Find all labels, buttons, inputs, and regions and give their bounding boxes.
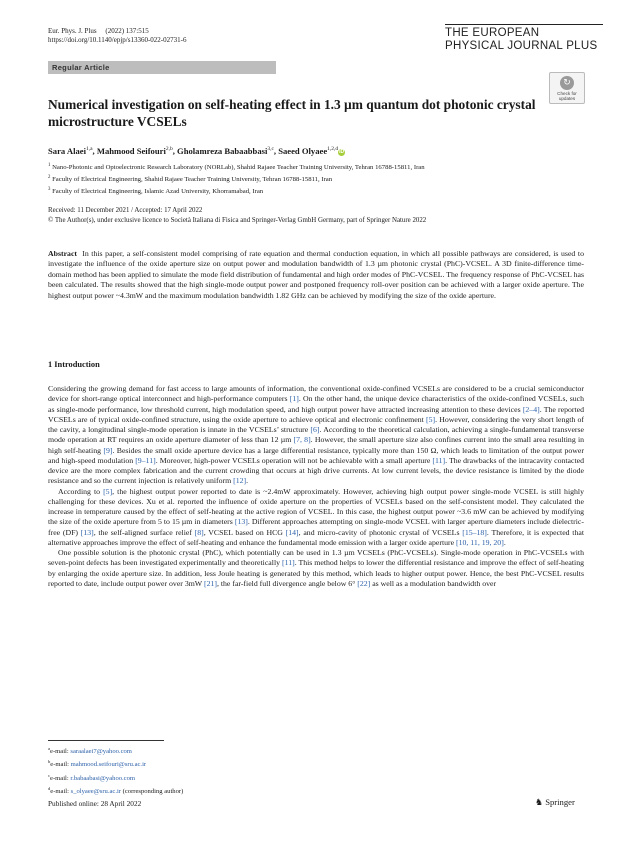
citation-link[interactable]: [7, 8] — [293, 435, 311, 445]
publisher-logo — [535, 797, 575, 808]
citation-link[interactable]: [10, 11, 19, 20] — [456, 537, 504, 547]
author-name: Saeed Olyaee — [278, 146, 328, 156]
citation-link[interactable]: [1] — [289, 394, 299, 404]
text-run: . — [246, 476, 249, 486]
author-sup: 1,a — [85, 146, 93, 153]
citation-link[interactable]: [8] — [194, 527, 204, 537]
author-name: Sara Alaei — [48, 146, 86, 156]
published-date: Published online: 28 April 2022 — [48, 799, 142, 808]
article-dates — [48, 206, 426, 225]
journal-name-line1: THE EUROPEAN — [445, 27, 540, 39]
author-list: Sara Alaei$^{1,a}$, Mahmood Seifouri$^{2,b}$, Gholamreza Babaabbasi$^{3,c}$, Saeed Olyaee$^{1,2,d}$iD — [48, 146, 345, 156]
doi-link[interactable]: https://doi.org/10.1140/epjp/s13360-022-02731-6 — [48, 36, 187, 44]
footnote-item: $^a$e-mail: saraalaei7@yahoo.com — [48, 746, 132, 756]
refresh-icon: ↻ — [560, 76, 574, 90]
text-run: , the far-field full divergence angle below 6° — [216, 578, 358, 588]
text-run: . This method helps to lower the differential resistance and improve the effect of self-heating by enlarging the oxide aperture size. In addition, less Joule heating is generated by this method, which leads to higher output power. Hence, the best PhC-VCSEL results reported to date, include output power over 3mW — [48, 558, 584, 588]
publisher-name: Springer — [545, 797, 575, 807]
journal-volume: (2022) 137:515 — [105, 27, 149, 35]
orcid-icon[interactable]: iD — [339, 149, 345, 155]
text-run: . However, the small aperture size also confines current into the small area resulting in high self-heating — [48, 435, 585, 455]
citation-link[interactable]: [11] — [281, 558, 295, 568]
text-run: , and micro-cavity of photonic crystal of VCSELs — [298, 527, 463, 537]
text-run: . Besides the small oxide aperture device has a large differential resistance, typically more than 150 Ω, which leads to limitation of the output power and high-speed modulation — [48, 445, 584, 465]
text-run: . However, considering the very short length of the cavity, a longitudinal single-mode operation is innate in the VCSELs’ structure — [48, 414, 585, 434]
body-paragraph — [48, 384, 584, 487]
citation-link[interactable]: [13] — [234, 517, 248, 527]
text-run: . Therefore, it is expected that alternative approaches improve the effect of self-heating and enhance the fundamental mode emission with a larger oxide aperture — [48, 527, 584, 547]
affiliations — [48, 161, 425, 198]
text-run: . According to the theoretical calculation, achieving a single-fundamental transverse mode operation at RT requires an oxide aperture diameter of less than 12 µm — [48, 425, 584, 445]
author-sup: 1,2,d — [327, 146, 339, 153]
springer-horse-icon: ♞ — [535, 798, 544, 808]
text-run: . The reported VCSELs are of typical oxide-confined structure, using the oxide aperture to achieve optical and electronic confinement — [48, 404, 584, 424]
email-link[interactable]: mahmood.seifouri@sru.ac.ir — [70, 761, 147, 769]
abstract-text: In this paper, a self-consistent model comprising of rate equation and thermal conduction equation, in which all possible pathways are considered, is used to investigate the influence of the oxide aperture size on output power and modulation bandwidth of 1.3 µm photonic crystal (PhC)-VCSEL. A 3D finite-difference time-domain method has been applied to simulate the mode field distribution of fundamental and high order modes of PhC-VCSEL. The frequency response of PhC-VCSEL has been calculated. The results showed that the high single-mode output power and postponed frequency roll-over position can be achieved with a larger oxide aperture. The highest output power ~4.3mW and the maximum modulation bandwidth 1.82 GHz can be achieved by modifying the size of the oxide aperture. — [48, 249, 584, 300]
abstract-label: Abstract — [48, 249, 78, 258]
body-text — [48, 384, 584, 589]
email-link[interactable]: r.babaabasi@yahoo.com — [70, 774, 136, 782]
body-paragraph — [48, 487, 584, 549]
citation-link[interactable]: [13] — [80, 527, 94, 537]
citation-link[interactable]: [5] — [425, 414, 436, 424]
affiliation-item: $^2$ Faculty of Electrical Engineering, Shahid Rajaee Teacher Training University, Tehran 16788-15811, Iran — [48, 175, 333, 184]
journal-name-line2: PHYSICAL JOURNAL PLUS — [445, 40, 598, 52]
citation-link[interactable]: [6] — [310, 425, 320, 434]
author-name: Gholamreza Babaabbasi — [177, 146, 268, 156]
body-paragraph — [48, 548, 584, 589]
check-updates-line1: Check for — [557, 91, 577, 96]
citation-link[interactable]: [21] — [203, 578, 217, 588]
footnote-item: $^b$e-mail: mahmood.seifouri@sru.ac.ir — [48, 759, 147, 769]
text-run: . — [503, 537, 506, 547]
text-run: . The drawbacks of the intracavity contacted device are the more complex fabrication and the current crowding that occurs at high drive currents. At low current levels, the device resistance is limited by the diode resistance and so the current injection is relatively uniform — [48, 455, 584, 486]
email-link[interactable]: s_olyaee@sru.ac.ir — [70, 788, 122, 796]
journal-ref: Eur. Phys. J. Plus — [48, 27, 97, 35]
text-run: . On the other hand, the unique device characteristics of the oxide-confined VCSELs, such as single-mode performance, low threshold current, high modulation speed, and high output power have attracted increasing attention to these devices — [48, 394, 584, 414]
footnote-item: $^c$e-mail: r.babaabasi@yahoo.com — [48, 772, 136, 782]
footnote-item: $^d$e-mail: s_olyaee@sru.ac.ir (corresponding author) — [48, 786, 184, 796]
affiliation-item: $^1$ Nano-Photonic and Optoelectronic Research Laboratory (NORLab), Shahid Rajaee Teacher Training University, Tehran 16788-15811, Iran — [48, 163, 425, 172]
abstract — [48, 249, 584, 301]
text-run: , the self-aligned surface relief — [93, 527, 195, 537]
text-run: . Moreover, high-power VCSELs operation will not be achievable with a small aperture — [155, 455, 433, 465]
email-link[interactable]: saraalaei7@yahoo.com — [70, 748, 132, 756]
paper-title: Numerical investigation on self-heating effect in 1.3 µm quantum dot photonic crystal microstructure VCSELs — [48, 97, 536, 129]
journal-rule — [445, 24, 603, 25]
text-run: , the highest output power reported to date is ~2.4mW approximately. However, achieving high output power single-mode VCSEL is still highly challenging for these devices. Xu et al. reported the influence of oxide aperture on the properties of VCSELs based on the self-consistent model. They calculated the increase in temperature caused by the effect of self-heating at the active region of VCSEL. In this case, the highest output power ~3.6 mW can be achieved by modifying the size of the oxide aperture from 5 to 15 µm in diameters — [48, 486, 584, 527]
section-heading: 1 Introduction — [48, 360, 100, 369]
text-run: as well as a modulation bandwidth over — [370, 578, 497, 588]
journal-citation — [48, 27, 186, 45]
text-run: Considering the growing demand for fast access to large amounts of information, the conventional oxide-confined VCSELs are considered to be a crucial semiconductor device for short-range optical interconnect and high-performance computers — [48, 384, 584, 404]
copyright-notice: © The Author(s), under exclusive licence to Società Italiana di Fisica and Springer-Verlag GmbH Germany, part of Springer Nature 2022 — [48, 216, 427, 224]
text-run: . Different approaches attempting on single-mode VCSEL with larger aperture diameters include dielectric-free (DF) — [48, 517, 584, 537]
citation-link[interactable]: [22] — [357, 578, 371, 588]
affiliation-item: $^3$ Faculty of Electrical Engineering, Islamic Azad University, Khorramabad, Iran — [48, 187, 264, 196]
citation-link[interactable]: [14] — [285, 527, 299, 537]
citation-link[interactable]: [9] — [103, 445, 113, 455]
author-sup: 2,b — [165, 146, 173, 153]
text-run: One possible solution is the photonic crystal (PhC), which potentially can be used in 1.3 µm VCSELs (PhC-VCSELs). Single-mode operation in PhC-VCSELs with seven-point defects has been investigated experimentally and theoretically — [48, 548, 584, 568]
citation-link[interactable]: [11] — [432, 455, 446, 465]
citation-link[interactable]: [12] — [233, 476, 247, 486]
text-run: , VCSEL based on HCG — [203, 527, 286, 537]
citation-link[interactable]: [15–18] — [462, 527, 487, 537]
check-updates-line2: updates — [558, 96, 576, 101]
footnotes — [48, 744, 183, 798]
author-sup: 3,c — [267, 146, 274, 153]
received-accepted: Received: 11 December 2021 / Accepted: 17 April 2022 — [48, 207, 203, 214]
author-name: Mahmood Seifouri — [96, 146, 166, 156]
citation-link[interactable]: [5] — [103, 486, 113, 496]
text-run: According to — [58, 486, 104, 496]
citation-link[interactable]: [2–4] — [522, 404, 540, 414]
journal-logo — [445, 24, 603, 53]
citation-link[interactable]: [9–11] — [135, 455, 156, 465]
article-type-banner: Regular Article — [48, 61, 276, 74]
footnote-rule — [48, 740, 164, 741]
